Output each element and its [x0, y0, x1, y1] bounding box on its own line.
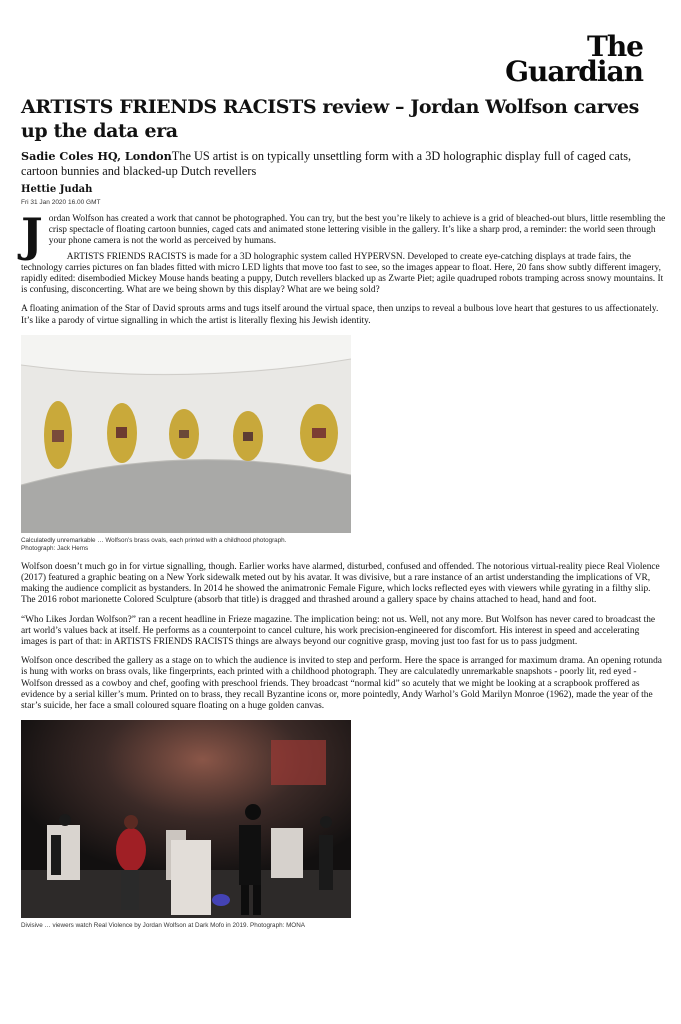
article-headline: ARTISTS FRIENDS RACISTS review – Jordan Wolfson carves up the data era — [21, 96, 639, 142]
guardian-logo[interactable] — [505, 30, 643, 88]
paragraph-6: Wolfson once described the gallery as a stage on to which the audience is invited to step and perform. Here the space is arranged for maximum drama. An opening rotunda is hung with works on brass ovals, like fingerprints, each printed with a childhood photograph. They are calculatedly unremarkable snapshots - poorly lit, red eyed - Wolfson dressed as a cowboy and chef, goofing with preschool friends. They broadcast “normal kid” so acutely that we might be looking at a scrapbook proffered as evidence by a serial killer’s mum. Printed on to brass, they recall Byzantine icons or, more pointedly, Andy Warhol’s Gold Marilyn Monroe (1962), made the year of the star’s suicide, her face a small coloured square floating on a huge golden canvas. — [21, 656, 662, 712]
venue-label: Sadie Coles HQ, London — [21, 149, 172, 163]
logo-line-1: The — [586, 30, 643, 63]
paragraph-1-text: ordan Wolfson has created a work that cannot be photographed. You can try, but the best you’re likely to achieve is a grid of bleached-out blurs, little resembling the crisp spectacle of floating cartoon bunnies, caged cats and animated stone lettering visible in the gallery. It’s like a sharp prod, a reminder: the world seen through your phone camera is not the world as perceived by humans. — [48, 214, 666, 247]
caption-line-1: Calculatedly unremarkable … Wolfson’s brass ovals, each printed with a childhood photograph. — [21, 536, 287, 544]
article-body — [21, 208, 667, 939]
paragraph-4: Wolfson doesn’t much go in for virtue signalling, though. Earlier works have alarmed, disturbed, confused and offended. The notorious virtual-reality piece Real Violence (2017) featured a graphic beating on a New York sidewalk meted out by his avatar. It was divisive, but a rare instance of an artist understanding the implications of VR, making the audience complicit as bystanders. In 2014 he showed the animatronic Female Figure, which locks reflected eyes with viewers while gyrating in a filthy slip. The 2016 robot marionette Colored Sculpture (absorb that title) is dragged and thrashed around a gallery space by chains attached to head, hand and foot. — [21, 561, 660, 606]
figure-gallery — [21, 335, 667, 553]
caption-credit: Photograph: Jack Hems — [21, 544, 89, 552]
standfirst-text: The US artist is on typically unsettling form with a 3D holographic display full of caged cats, cartoon bunnies and blacked-up Dutch revellers — [21, 149, 632, 178]
logo-line-2: Guardian — [505, 55, 643, 88]
figure-gallery-caption — [21, 537, 351, 553]
real-violence-photo[interactable] — [21, 720, 351, 918]
figure-real-violence — [21, 720, 667, 930]
drop-cap: J — [21, 208, 43, 262]
paragraph-1 — [21, 208, 667, 262]
dateline: Fri 31 Jan 2020 16.00 GMT — [21, 199, 101, 206]
figure-real-violence-caption: Divisive … viewers watch Real Violence by Jordan Wolfson at Dark Mofo in 2019. Photograph: MONA — [21, 922, 305, 930]
paragraph-5: “Who Likes Jordan Wolfson?” ran a recent headline in Frieze magazine. The implication being: not us. Well, not any more. But Wolfson has never cared to broadcast the art world’s values back at itself. He performs as a counterpoint to cancel culture, his work precision-engineered for discomfort. His interest in speed and accelerating images is part of that: in ARTISTS FRIENDS RACISTS things are always beyond our cognitive grasp, moving just too fast for us to pass judgment. — [21, 614, 656, 648]
byline[interactable]: Hettie Judah — [21, 184, 93, 195]
gallery-photo[interactable] — [21, 335, 351, 533]
paragraph-2: ARTISTS FRIENDS RACISTS is made for a 3D holographic system called HYPERVSN. Developed to create eye-catching displays at trade fairs, the technology carries pictures on fan blades fitted with micro LED lights that move too fast to see, so the images appear to float. Here, 20 fans show subtly different imagery, rapidly edited: disembodied Mickey Mouse hands beating a puppy, Dutch revellers blacked up as Zwarte Piet; agile quadruped robots tramping across snowy mountains. It is confusing, disconcerting. What are we being shown by this display? What are we being sold? — [21, 251, 664, 296]
paragraph-3: A floating animation of the Star of David sprouts arms and tugs itself around the virtual space, then unzips to reveal a bulbous love heart that gestures to us affectionately. It’s like a parody of virtue signalling in which the artist is literally flexing his Jewish identity. — [21, 304, 659, 326]
standfirst — [21, 149, 671, 179]
